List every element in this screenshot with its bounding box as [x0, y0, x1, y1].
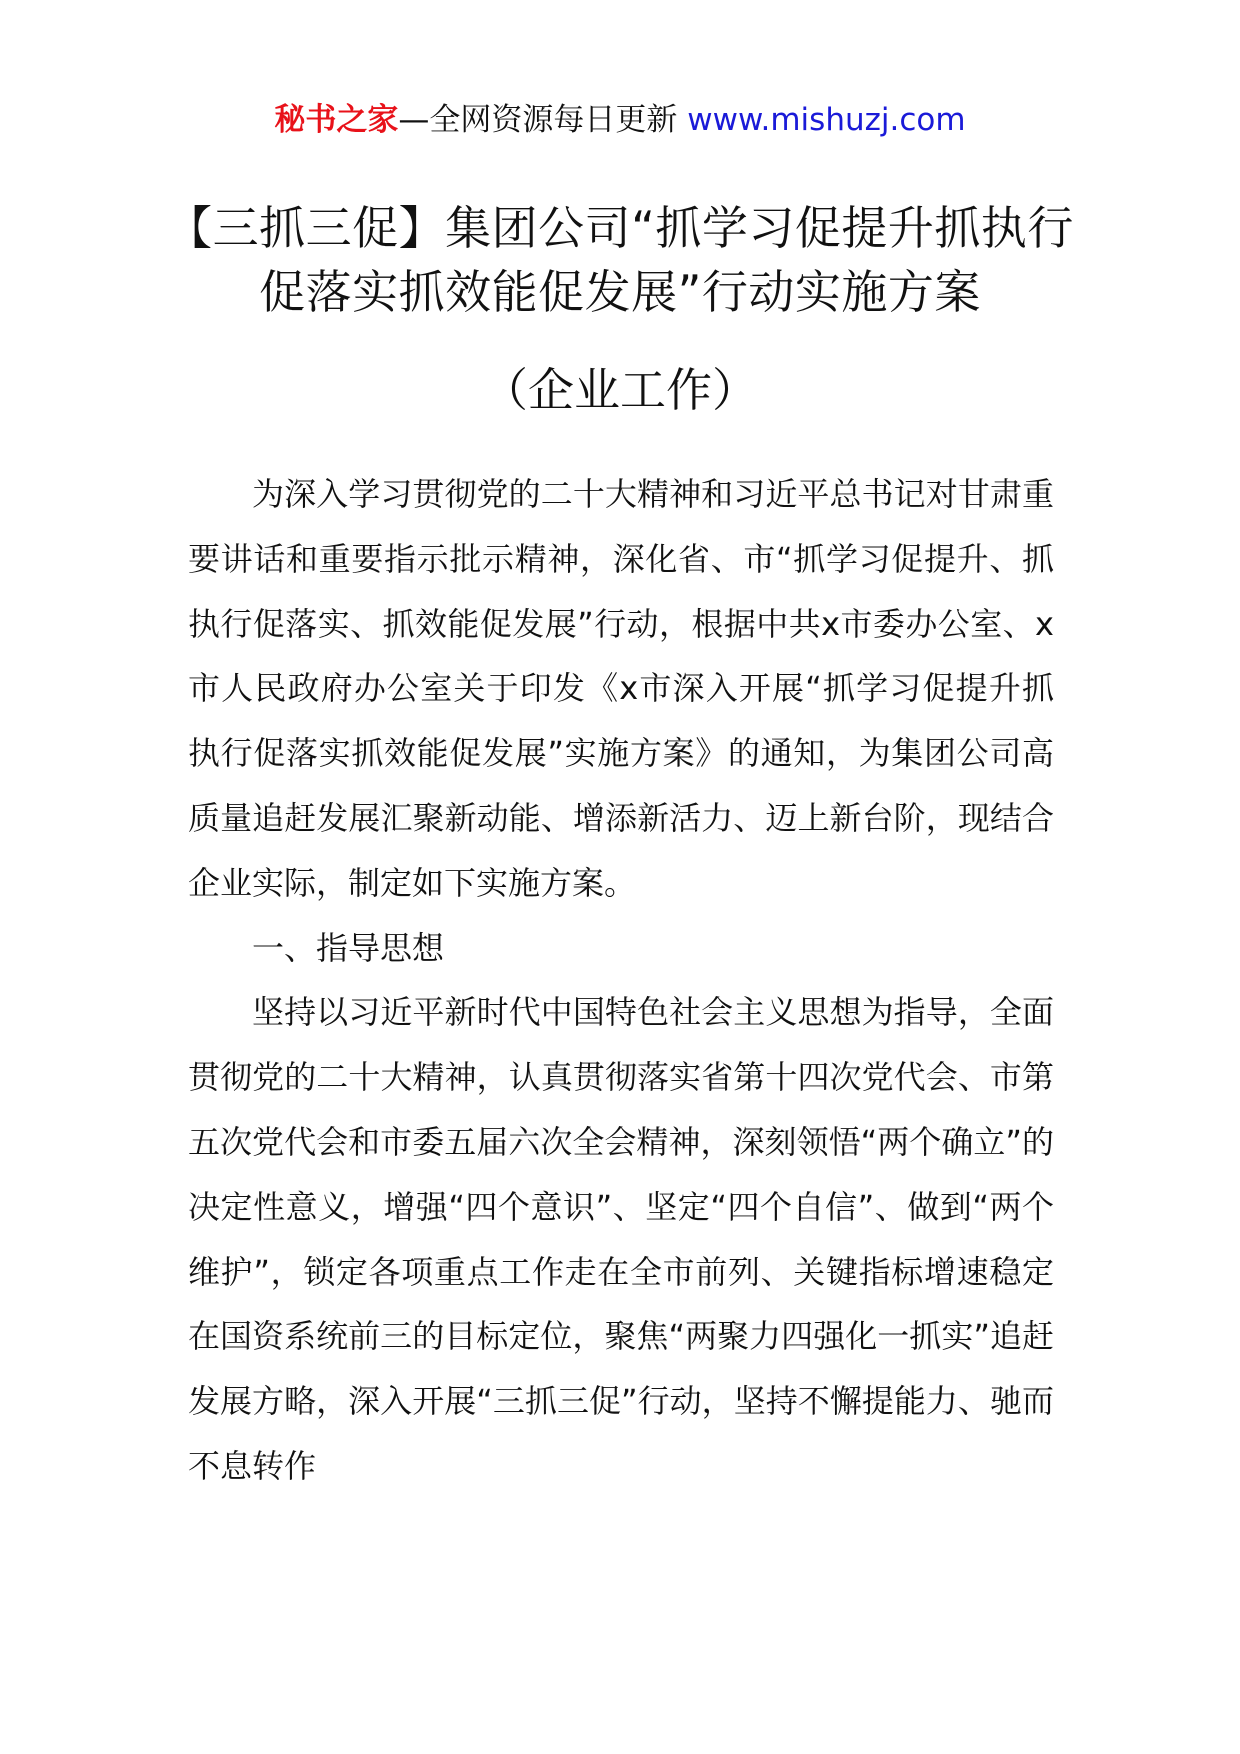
document-title: 【三抓三促】集团公司“抓学习促提升抓执行促落实抓效能促发展”行动实施方案: [166, 201, 1074, 319]
site-brand: 秘书之家: [274, 102, 399, 138]
paragraph-intro: 为深入学习贯彻党的二十大精神和习近平总书记对甘肃重要讲话和重要指示批示精神，深化省、市“抓学习促提升、抓执行促落实、抓效能促发展”行动，根据中共x市委办公室、x市人民政府办公室关于印发《x市深入开展“抓学习促提升抓执行促落实抓效能促发展”实施方案》的通知，为集团公司高质量追赶发展汇聚新动能、增添新活力、迈上新台阶，现结合企业实际，制定如下实施方案。: [188, 475, 1054, 902]
document-subtitle: （企业工作）: [482, 363, 758, 417]
site-header: [0, 98, 1240, 142]
section-heading-guiding-thought: 一、指导思想: [252, 928, 445, 967]
site-url-link[interactable]: www.mishuzj.com: [687, 102, 966, 138]
document-body: [188, 462, 1054, 1499]
paragraph-guiding-thought: 坚持以习近平新时代中国特色社会主义思想为指导，全面贯彻党的二十大精神，认真贯彻落实省第十四次党代会、市第五次党代会和市委五届六次全会精神，深刻领悟“两个确立”的决定性意义，增强“四个意识”、坚定“四个自信”、做到“两个维护”，锁定各项重点工作走在全市前列、关键指标增速稳定在国资系统前三的目标定位，聚焦“两聚力四强化一抓实”追赶发展方略，深入开展“三抓三促”行动，坚持不懈提能力、驰而不息转作: [188, 993, 1054, 1485]
site-tagline: —全网资源每日更新: [398, 102, 678, 138]
